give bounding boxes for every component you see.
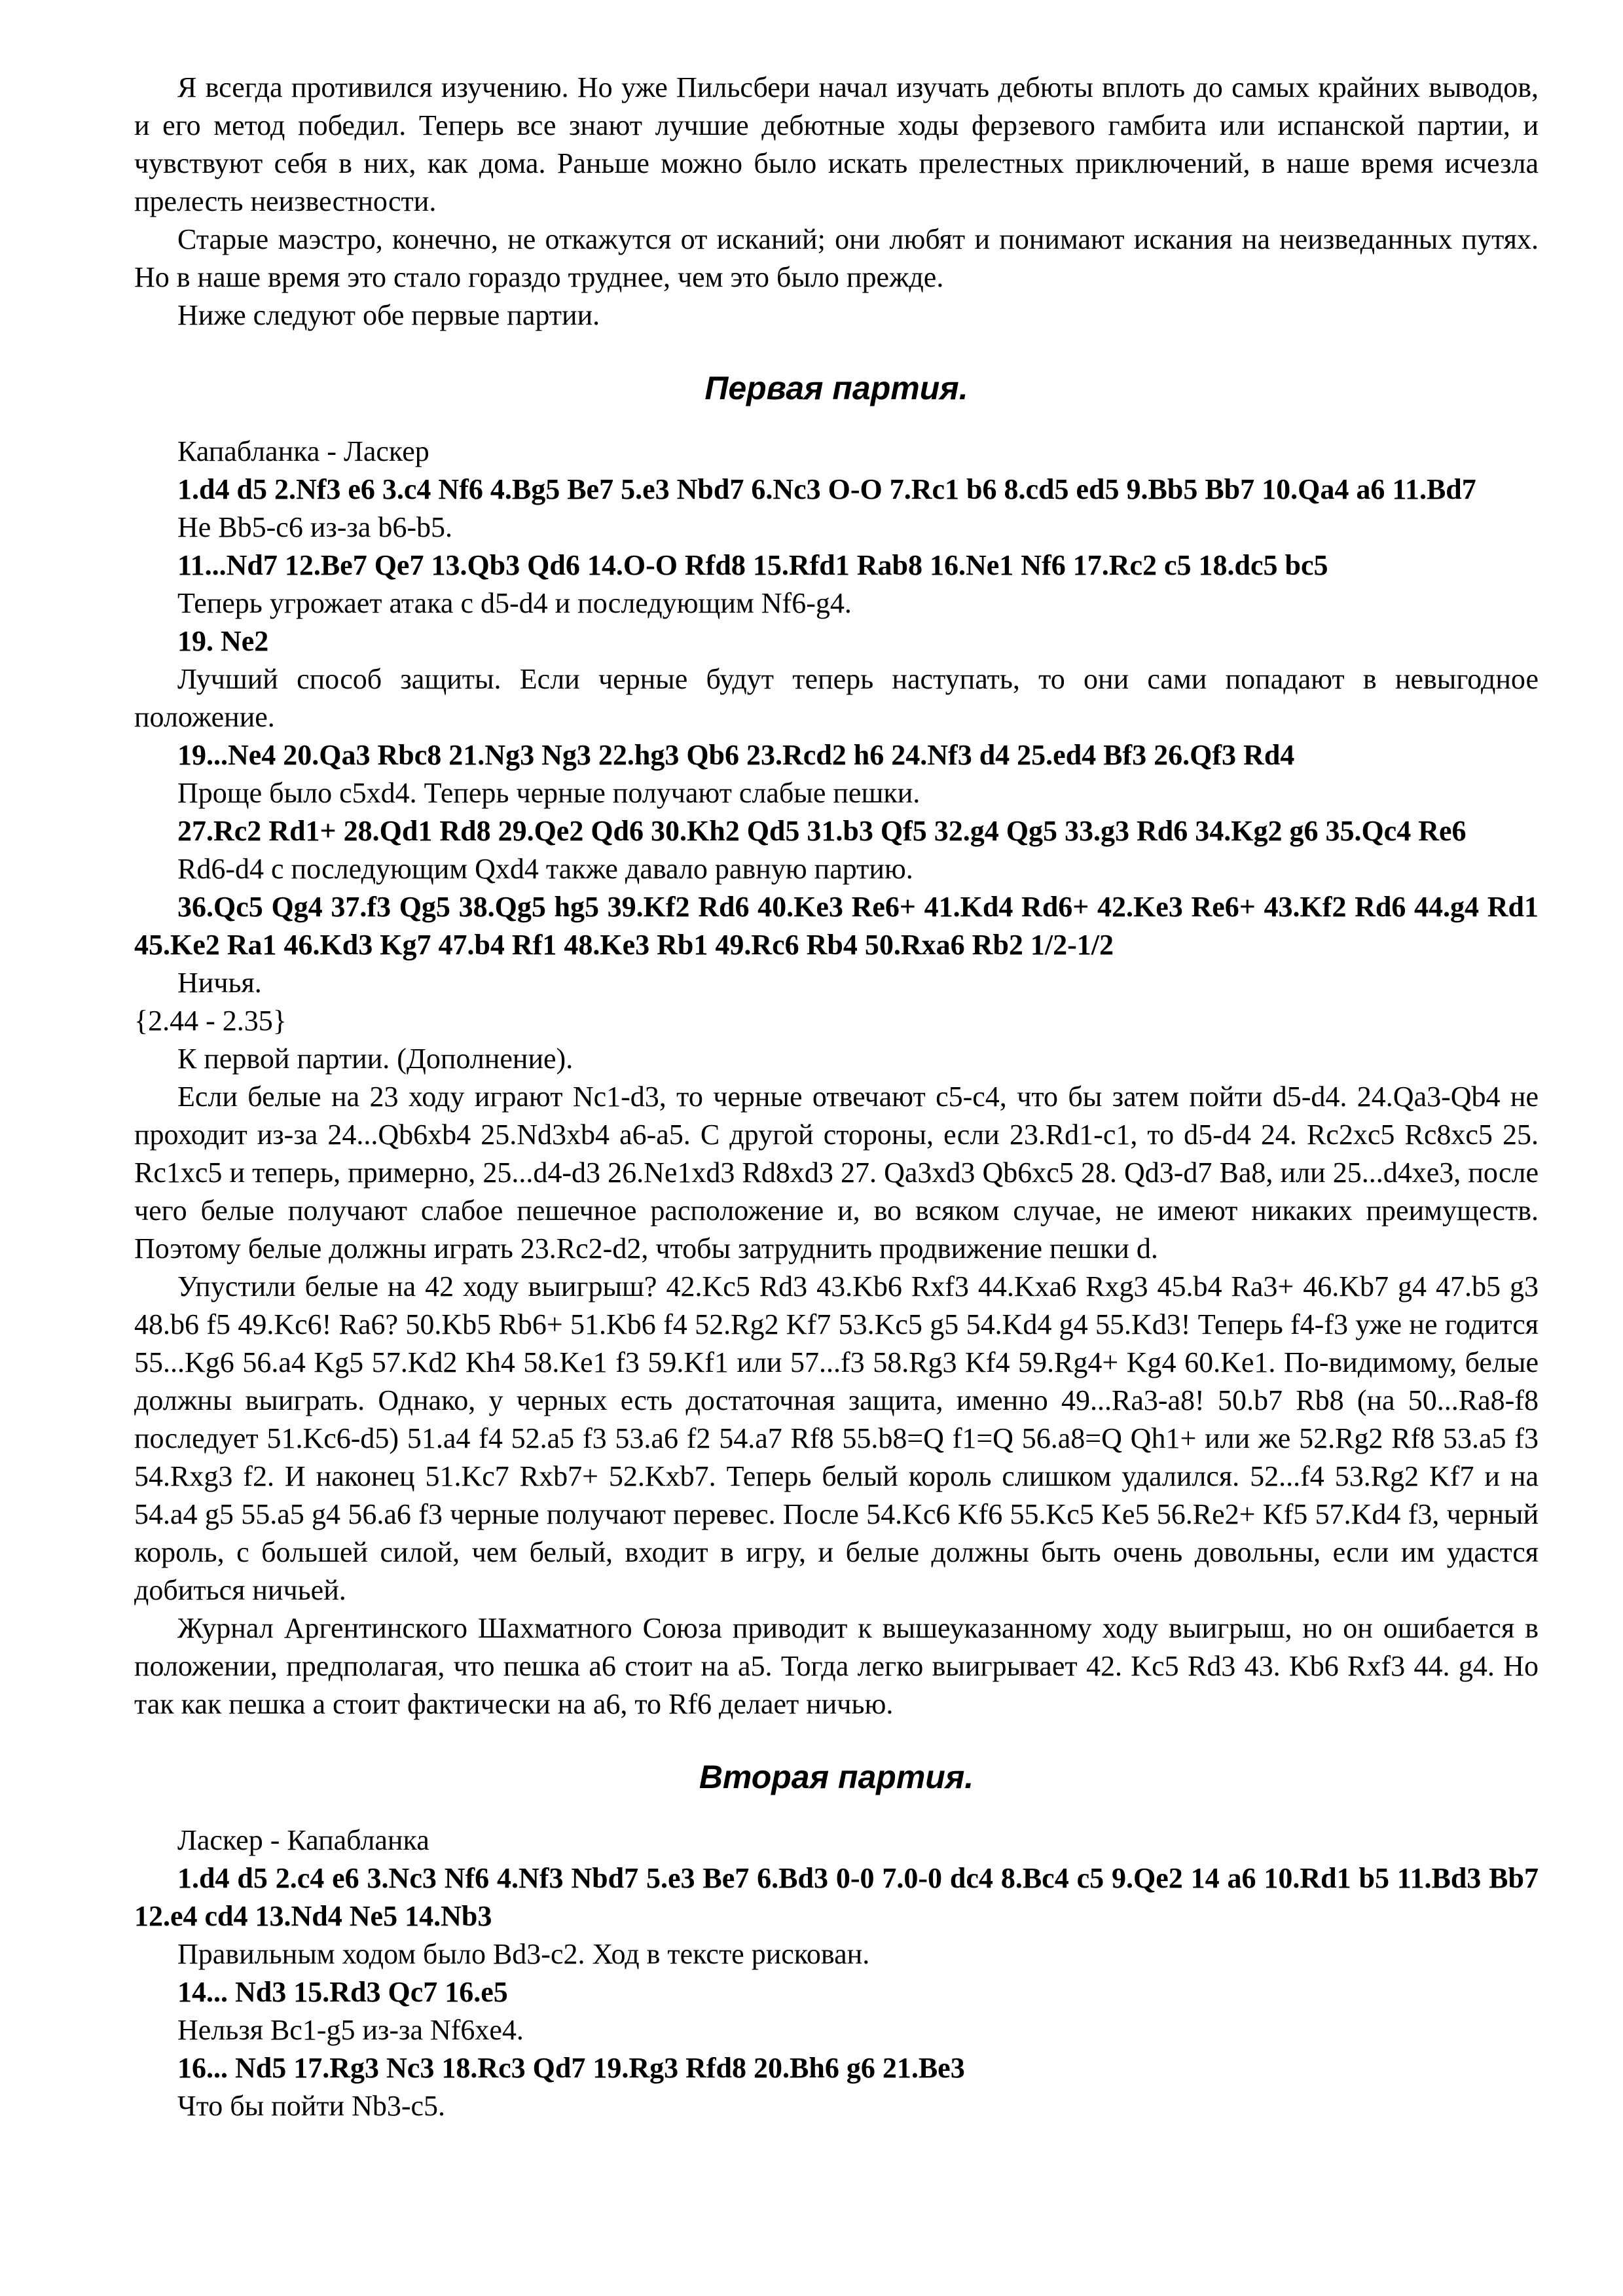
game2-moves: 14... Nd3 15.Rd3 Qc7 16.e5 [177, 1976, 508, 2008]
game1-note: Лучший способ защиты. Если черные будут теперь наступать, то они сами попадают в невыгодное положение. [134, 663, 1539, 733]
game1-players: Капабланка - Ласкер [177, 435, 429, 467]
game2-players: Ласкер - Капабланка [177, 1824, 429, 1856]
game2-note: Нельзя Bc1-g5 из-за Nf6xe4. [177, 2014, 524, 2046]
game1-heading: Первая партия. [704, 370, 968, 406]
game1-addendum-title: К первой партии. (Дополнение). [177, 1043, 574, 1075]
game1-moves: 36.Qc5 Qg4 37.f3 Qg5 38.Qg5 hg5 39.Kf2 Rd6 40.Ke3 Re6+ 41.Kd4 Rd6+ 42.Ke3 Re6+ 43.Kf2 Rd6 44.g4 Rd1 45.Ke2 Ra1 46.Kd3 Kg7 47.b4 Rf1 48.Ke3 Rb1 49.Rc6 Rb4 50.Rxa6 Rb2 1/2-1/2 [134, 891, 1539, 961]
game1-result-note: Ничья. [177, 967, 262, 999]
game2-note: Что бы пойти Nb3-c5. [177, 2090, 446, 2122]
game1-note: Теперь угрожает атака с d5-d4 и последующим Nf6-g4. [177, 587, 852, 619]
game1-moves: 27.Rc2 Rd1+ 28.Qd1 Rd8 29.Qe2 Qd6 30.Kh2 Qd5 31.b3 Qf5 32.g4 Qg5 33.g3 Rd6 34.Kg2 g6 35.Qc4 Re6 [177, 815, 1467, 847]
game1-addendum-paragraph: Упустили белые на 42 ходу выигрыш? 42.Kc5 Rd3 43.Kb6 Rxf3 44.Kxa6 Rxg3 45.b4 Ra3+ 46.Kb7 g4 47.b5 g3 48.b6 f5 49.Kc6! Ra6? 50.Kb5 Rb6+ 51.Kb6 f4 52.Rg2 Kf7 53.Kc5 g5 54.Kd4 g4 55.Kd3! Теперь f4-f3 уже не годится 55...Kg6 56.a4 Kg5 57.Kd2 Kh4 58.Ke1 f3 59.Kf1 или 57...f3 58.Rg3 Kf4 59.Rg4+ Kg4 60.Ke1. По-видимому, белые должны выиграть. Однако, у черных есть достаточная защита, именно 49...Ra3-a8! 50.b7 Rb8 (на 50...Ra8-f8 последует 51.Kc6-d5) 51.a4 f4 52.a5 f3 53.a6 f2 54.a7 Rf8 55.b8=Q f1=Q 56.a8=Q Qh1+ или же 52.Rg2 Rf8 53.a5 f3 54.Rxg3 f2. И наконец 51.Kc7 Rxb7+ 52.Kxb7. Теперь белый король слишком удалился. 52...f4 53.Rg2 Kf7 и на 54.a4 g5 55.a5 g4 56.a6 f3 черные получают перевес. После 54.Kc6 Kf6 55.Kc5 Ke5 56.Re2+ Kf5 57.Kd4 f3, черный король, с большей силой, чем белый, входит в игру, и белые должны быть очень довольны, если им удастся добиться ничьей. [134, 1270, 1539, 1606]
game2-heading: Вторая партия. [699, 1759, 974, 1795]
document-page [134, 69, 1539, 2125]
game1-moves: 11...Nd7 12.Be7 Qe7 13.Qb3 Qd6 14.O-O Rfd8 15.Rfd1 Rab8 16.Ne1 Nf6 17.Rc2 c5 18.dc5 bc5 [177, 549, 1328, 581]
game1-addendum-paragraph: Если белые на 23 ходу играют Nc1-d3, то черные отвечают c5-c4, что бы затем пойти d5-d4. 24.Qa3-Qb4 не проходит из-за 24...Qb6xb4 25.Nd3xb4 a6-a5. С другой стороны, если 23.Rd1-c1, то d5-d4 24. Rc2xc5 Rc8xc5 25. Rc1xc5 и теперь, примерно, 25...d4-d3 26.Ne1xd3 Rd8xd3 27. Qa3xd3 Qb6xc5 28. Qd3-d7 Ba8, или 25...d4xe3, после чего белые получают слабое пешечное расположение и, во всяком случае, не имеют никаких преимуществ. Поэтому белые должны играть 23.Rc2-d2, чтобы затруднить продвижение пешки d. [134, 1081, 1539, 1265]
game1-addendum-paragraph: Журнал Аргентинского Шахматного Союза приводит к вышеуказанному ходу выигрыш, но он ошибается в положении, предполагая, что пешка a6 стоит на a5. Тогда легко выигрывает 42. Kc5 Rd3 43. Kb6 Rxf3 44. g4. Но так как пешка a стоит фактически на a6, то Rf6 делает ничью. [134, 1612, 1539, 1720]
game1-note: Не Bb5-c6 из-за b6-b5. [177, 511, 452, 543]
game1-moves: 1.d4 d5 2.Nf3 e6 3.c4 Nf6 4.Bg5 Be7 5.e3 Nbd7 6.Nc3 O-O 7.Rc1 b6 8.cd5 ed5 9.Bb5 Bb7 10.Qa4 a6 11.Bd7 [177, 473, 1476, 505]
game1-moves: 19. Ne2 [177, 625, 269, 657]
game1-times: {2.44 - 2.35} [134, 1005, 287, 1037]
intro-paragraph: Ниже следуют обе первые партии. [177, 299, 600, 331]
intro-paragraph: Я всегда противился изучению. Но уже Пильсбери начал изучать дебюты вплоть до самых крайних выводов, и его метод победил. Теперь все знают лучшие дебютные ходы ферзевого гамбита или испанской партии, и чувствуют себя в них, как дома. Раньше можно было искать прелестных приключений, в наше время исчезла прелесть неизвестности. [134, 71, 1539, 217]
intro-paragraph: Старые маэстро, конечно, не откажутся от исканий; они любят и понимают искания на неизведанных путях. Но в наше время это стало гораздо труднее, чем это было прежде. [134, 223, 1539, 293]
game1-moves: 19...Ne4 20.Qa3 Rbc8 21.Ng3 Ng3 22.hg3 Qb6 23.Rcd2 h6 24.Nf3 d4 25.ed4 Bf3 26.Qf3 Rd4 [177, 739, 1295, 771]
game1-note: Проще было c5xd4. Теперь черные получают слабые пешки. [177, 777, 921, 809]
game2-moves: 1.d4 d5 2.c4 e6 3.Nc3 Nf6 4.Nf3 Nbd7 5.e3 Be7 6.Bd3 0-0 7.0-0 dc4 8.Bc4 c5 9.Qe2 14 a6 10.Rd1 b5 11.Bd3 Bb7 12.e4 cd4 13.Nd4 Ne5 14.Nb3 [134, 1862, 1539, 1932]
game1-note: Rd6-d4 с последующим Qxd4 также давало равную партию. [177, 853, 913, 885]
game2-moves: 16... Nd5 17.Rg3 Nc3 18.Rc3 Qd7 19.Rg3 Rfd8 20.Bh6 g6 21.Be3 [177, 2052, 965, 2084]
game2-note: Правильным ходом было Bd3-c2. Ход в тексте рискован. [177, 1938, 870, 1970]
